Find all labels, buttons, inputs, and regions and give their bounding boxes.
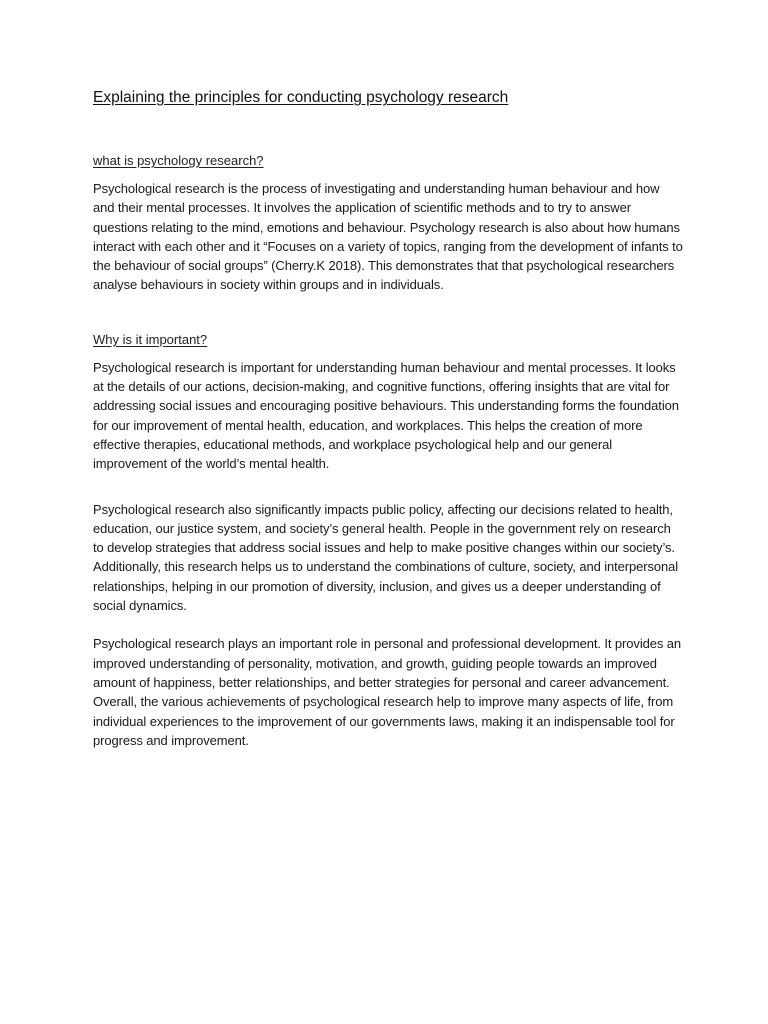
paragraph: Psychological research is the process of investigating and understanding human behaviour and how and their mental processes. It involves the application of scientific methods and to try to answer questions relating to the mind, emotions and behaviour. Psychology research is also about how humans interact with each other and it “Focuses on a variety of topics, ranging from the development of infants to the behaviour of social groups” (Cherry.K 2018). This demonstrates that that psychological researchers analyse behaviours in society within groups and in individuals. [93,181,683,293]
section-why-is-it-important [93,331,683,750]
section-what-is-psychology-research [93,152,683,295]
section-heading: Why is it important? [93,331,208,347]
paragraph: Psychological research also significantly impacts public policy, affecting our decisions related to health, education, our justice system, and society’s general health. People in the government rely on research to develop strategies that address social issues and help to make positive changes within our society’s. Additionally, this research helps us to understand the combinations of culture, society, and interpersonal relationships, helping in our promotion of diversity, inclusion, and gives us a deeper understanding of social dynamics. [93,501,679,614]
paragraph: Psychological research is important for understanding human behaviour and mental processes. It looks at the details of our actions, decision-making, and cognitive functions, offering insights that are vital for addressing social issues and encouraging positive behaviours. This understanding forms the foundation for our improvement of mental health, education, and workplaces. This helps the creation of more effective therapies, educational methods, and workplace psychological help and our general improvement of the world’s mental health. [93,359,679,472]
document-title: Explaining the principles for conducting psychology research [93,89,509,106]
paragraph: Psychological research plays an important role in personal and professional development. It provides an improved understanding of personality, motivation, and growth, guiding people towards an improved amount of happiness, better relationships, and better strategies for personal and career advancement. Overall, the various achievements of psychological research help to improve many aspects of life, from individual experiences to the improvement of our governments laws, making it an indispensable tool for progress and improvement. [93,636,682,748]
section-heading: what is psychology research? [93,153,264,168]
document-body [93,88,683,750]
